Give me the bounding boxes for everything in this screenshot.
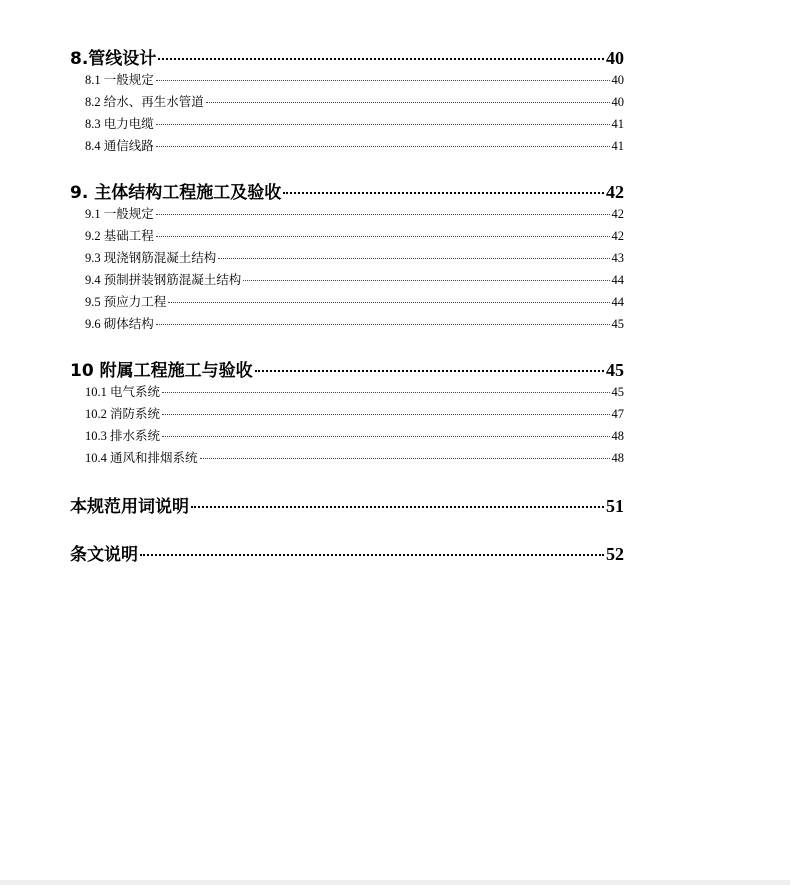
toc-section-10-3[interactable] (70, 426, 624, 448)
toc-page-number: 44 (611, 295, 624, 309)
spacer (70, 158, 624, 178)
toc-clause-explanation[interactable] (70, 540, 624, 566)
spacer (70, 470, 624, 492)
dot-leader (168, 302, 609, 303)
dot-leader (162, 392, 609, 393)
toc-page-number: 42 (606, 182, 624, 202)
toc-page-number: 48 (611, 451, 624, 465)
dot-leader (283, 192, 604, 194)
dot-leader (156, 146, 610, 147)
toc-page-number: 44 (611, 273, 624, 287)
toc-section-title: 8.2 给水、再生水管道 (85, 95, 204, 109)
toc-section-9-4[interactable] (70, 270, 624, 292)
toc-page-number: 42 (611, 229, 624, 243)
toc-page-number: 42 (611, 207, 624, 221)
toc-section-9-5[interactable] (70, 292, 624, 314)
toc-chapter-8[interactable] (70, 44, 624, 70)
toc-section-9-3[interactable] (70, 248, 624, 270)
dot-leader (200, 458, 610, 459)
toc-page-number: 52 (606, 544, 624, 564)
table-of-contents (70, 44, 624, 566)
toc-page-number: 43 (611, 251, 624, 265)
toc-section-title: 9.1 一般规定 (85, 207, 154, 221)
toc-page-number: 48 (611, 429, 624, 443)
toc-page-number: 51 (606, 496, 624, 516)
toc-section-title: 10.4 通风和排烟系统 (85, 451, 198, 465)
toc-usage-terms[interactable] (70, 492, 624, 518)
toc-section-title: 10.2 消防系统 (85, 407, 161, 421)
dot-leader (156, 80, 610, 81)
dot-leader (255, 370, 604, 372)
dot-leader (158, 58, 604, 60)
toc-section-9-1[interactable] (70, 204, 624, 226)
dot-leader (162, 436, 609, 437)
toc-section-10-2[interactable] (70, 404, 624, 426)
spacer (70, 518, 624, 540)
toc-section-title: 8.3 电力电缆 (85, 117, 154, 131)
dot-leader (218, 258, 609, 259)
dot-leader (140, 554, 604, 556)
toc-section-10-4[interactable] (70, 448, 624, 470)
toc-chapter-title: 8.管线设计 (70, 49, 157, 69)
toc-section-title: 9.3 现浇钢筋混凝土结构 (85, 251, 217, 265)
toc-section-title: 9.5 预应力工程 (85, 295, 167, 309)
toc-section-title: 10.3 排水系统 (85, 429, 161, 443)
page-bottom-edge (0, 880, 790, 885)
toc-section-8-3[interactable] (70, 114, 624, 136)
toc-section-title: 9.4 预制拼装钢筋混凝土结构 (85, 273, 242, 287)
toc-section-title: 10.1 电气系统 (85, 385, 161, 399)
toc-page-number: 45 (611, 317, 624, 331)
toc-section-8-4[interactable] (70, 136, 624, 158)
toc-section-9-6[interactable] (70, 314, 624, 336)
dot-leader (156, 236, 610, 237)
dot-leader (243, 280, 609, 281)
toc-page-number: 45 (611, 385, 624, 399)
toc-page-number: 41 (611, 139, 624, 153)
dot-leader (206, 102, 610, 103)
dot-leader (156, 324, 610, 325)
toc-chapter-title: 条文说明 (70, 545, 138, 565)
spacer (70, 336, 624, 356)
toc-chapter-9[interactable] (70, 178, 624, 204)
dot-leader (162, 414, 609, 415)
dot-leader (156, 214, 610, 215)
toc-page-number: 45 (606, 360, 624, 380)
toc-chapter-title: 9. 主体结构工程施工及验收 (70, 183, 282, 203)
toc-page-number: 40 (611, 73, 624, 87)
toc-section-9-2[interactable] (70, 226, 624, 248)
toc-page-number: 40 (611, 95, 624, 109)
toc-section-10-1[interactable] (70, 382, 624, 404)
toc-section-title: 9.6 砌体结构 (85, 317, 154, 331)
toc-page-number: 40 (606, 48, 624, 68)
toc-page-number: 47 (611, 407, 624, 421)
toc-section-title: 8.4 通信线路 (85, 139, 154, 153)
toc-section-8-1[interactable] (70, 70, 624, 92)
toc-page-number: 41 (611, 117, 624, 131)
dot-leader (156, 124, 610, 125)
toc-section-title: 9.2 基础工程 (85, 229, 154, 243)
dot-leader (191, 506, 604, 508)
toc-section-title: 8.1 一般规定 (85, 73, 154, 87)
toc-chapter-10[interactable] (70, 356, 624, 382)
toc-section-8-2[interactable] (70, 92, 624, 114)
toc-chapter-title: 本规范用词说明 (70, 497, 189, 517)
toc-chapter-title: 10 附属工程施工与验收 (70, 361, 253, 381)
